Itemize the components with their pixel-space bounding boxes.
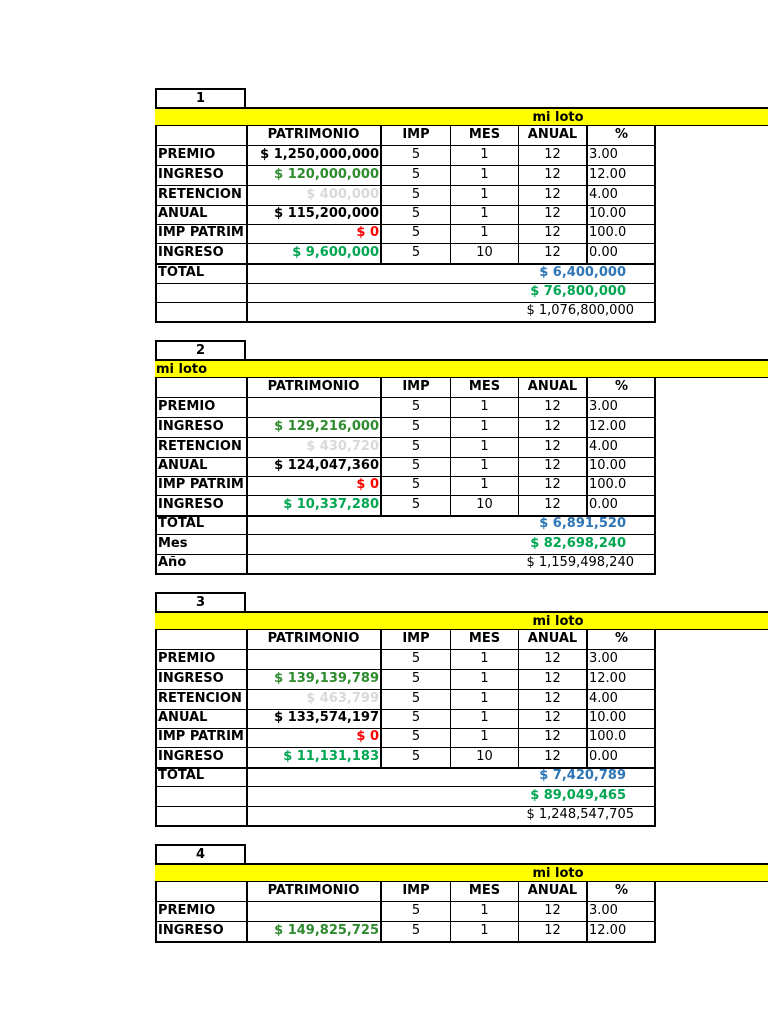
row-anual: 12: [519, 166, 588, 185]
header-row: [155, 882, 656, 902]
row-anual: 12: [519, 398, 588, 417]
row-imp: 5: [382, 902, 451, 921]
row-label: INGRESO: [155, 418, 248, 437]
header-anual: ANUAL: [519, 378, 588, 397]
total-label: TOTAL: [155, 264, 248, 283]
table-row: [155, 728, 656, 748]
total-row: [155, 515, 656, 535]
block-number: 3: [155, 592, 246, 612]
row-pct: 4.00: [588, 186, 656, 205]
header-anual: ANUAL: [519, 882, 588, 901]
table-row: [155, 902, 656, 922]
row-pct: 3.00: [588, 650, 656, 669]
row-mes: 10: [451, 496, 519, 515]
row-label: ANUAL: [155, 205, 248, 224]
row-label: PREMIO: [155, 146, 248, 165]
total-value: $ 6,891,520: [248, 515, 656, 534]
header-pct: %: [588, 882, 656, 901]
row-anual: 12: [519, 205, 588, 224]
row-label: PREMIO: [155, 902, 248, 921]
row-value: $ 11,131,183: [248, 748, 382, 767]
row-imp: 5: [382, 186, 451, 205]
row-imp: 5: [382, 709, 451, 728]
header-imp: IMP: [382, 378, 451, 397]
row-value: $ 9,600,000: [248, 244, 382, 263]
header-anual: ANUAL: [519, 630, 588, 649]
row-anual: 12: [519, 902, 588, 921]
mes-row: [155, 535, 656, 555]
row-value: $ 430,720: [248, 438, 382, 457]
row-pct: 12.00: [588, 922, 656, 941]
table-row: [155, 690, 656, 710]
table-row: [155, 457, 656, 477]
total-row: [155, 264, 656, 284]
total-value: $ 6,400,000: [248, 264, 656, 283]
row-anual: 12: [519, 650, 588, 669]
table-row: [155, 244, 656, 265]
row-value: $ 115,200,000: [248, 205, 382, 224]
mes-value: $ 89,049,465: [248, 787, 656, 806]
row-imp: 5: [382, 166, 451, 185]
table-row: [155, 709, 656, 729]
row-imp: 5: [382, 650, 451, 669]
ano-value: $ 1,248,547,705: [248, 806, 656, 825]
row-label: INGRESO: [155, 244, 248, 263]
row-mes: 10: [451, 748, 519, 767]
row-imp: 5: [382, 205, 451, 224]
row-label: IMP PATRIM: [155, 224, 248, 243]
row-mes: 1: [451, 205, 519, 224]
header-row: [155, 126, 656, 146]
row-imp: 5: [382, 922, 451, 941]
row-pct: 12.00: [588, 166, 656, 185]
table-row: [155, 146, 656, 166]
header-patrimonio: PATRIMONIO: [248, 882, 382, 901]
header-label: [155, 378, 248, 397]
mes-value: $ 82,698,240: [248, 535, 656, 554]
row-mes: 1: [451, 418, 519, 437]
ano-row: [155, 302, 656, 323]
banner-title: mi loto: [156, 362, 208, 377]
banner: [155, 359, 768, 378]
banner: [155, 611, 768, 630]
row-imp: 5: [382, 457, 451, 476]
header-row: [155, 378, 656, 398]
header-pct: %: [588, 630, 656, 649]
header-mes: MES: [451, 126, 519, 145]
row-mes: 1: [451, 476, 519, 495]
banner-title: mi loto: [532, 110, 584, 125]
table-row: [155, 224, 656, 244]
row-anual: 12: [519, 922, 588, 941]
row-pct: 0.00: [588, 244, 656, 263]
row-anual: 12: [519, 748, 588, 767]
header-mes: MES: [451, 882, 519, 901]
ano-label: [155, 806, 248, 825]
row-mes: 1: [451, 690, 519, 709]
table-row: [155, 650, 656, 670]
row-imp: 5: [382, 748, 451, 767]
row-anual: 12: [519, 709, 588, 728]
ano-value: $ 1,159,498,240: [248, 554, 656, 573]
row-label: PREMIO: [155, 650, 248, 669]
row-value: $ 400,000: [248, 186, 382, 205]
row-pct: 4.00: [588, 690, 656, 709]
row-imp: 5: [382, 398, 451, 417]
total-row: [155, 767, 656, 787]
row-value: $ 139,139,789: [248, 670, 382, 689]
header-label: [155, 630, 248, 649]
row-mes: 1: [451, 650, 519, 669]
row-pct: 3.00: [588, 902, 656, 921]
table-row: [155, 670, 656, 690]
row-label: INGRESO: [155, 922, 248, 941]
row-mes: 1: [451, 902, 519, 921]
row-label: IMP PATRIM: [155, 476, 248, 495]
row-label: RETENCION: [155, 438, 248, 457]
header-pct: %: [588, 126, 656, 145]
mes-label: [155, 787, 248, 806]
row-anual: 12: [519, 418, 588, 437]
row-imp: 5: [382, 690, 451, 709]
row-anual: 12: [519, 146, 588, 165]
row-pct: 100.0: [588, 728, 656, 747]
header-row: [155, 630, 656, 650]
header-pct: %: [588, 378, 656, 397]
block-number: 1: [155, 88, 246, 108]
row-mes: 1: [451, 728, 519, 747]
row-anual: 12: [519, 224, 588, 243]
banner-title: mi loto: [532, 614, 584, 629]
row-value: $ 133,574,197: [248, 709, 382, 728]
row-label: ANUAL: [155, 709, 248, 728]
row-imp: 5: [382, 146, 451, 165]
row-anual: 12: [519, 476, 588, 495]
row-value: [248, 650, 382, 669]
header-imp: IMP: [382, 126, 451, 145]
row-imp: 5: [382, 438, 451, 457]
total-label: TOTAL: [155, 515, 248, 534]
row-value: $ 10,337,280: [248, 496, 382, 515]
row-label: RETENCION: [155, 186, 248, 205]
banner: [155, 863, 768, 882]
row-value: $ 0: [248, 476, 382, 495]
row-label: IMP PATRIM: [155, 728, 248, 747]
ano-row: [155, 806, 656, 827]
row-value: [248, 902, 382, 921]
row-anual: 12: [519, 496, 588, 515]
header-patrimonio: PATRIMONIO: [248, 378, 382, 397]
header-label: [155, 126, 248, 145]
row-value: $ 124,047,360: [248, 457, 382, 476]
row-mes: 1: [451, 438, 519, 457]
ano-label: Año: [155, 554, 248, 573]
table-row: [155, 476, 656, 496]
row-imp: 5: [382, 418, 451, 437]
header-mes: MES: [451, 378, 519, 397]
table-row: [155, 186, 656, 206]
row-value: [248, 398, 382, 417]
row-pct: 10.00: [588, 709, 656, 728]
row-mes: 1: [451, 709, 519, 728]
row-label: INGRESO: [155, 496, 248, 515]
row-label: RETENCION: [155, 690, 248, 709]
block-number: 2: [155, 340, 246, 360]
row-anual: 12: [519, 438, 588, 457]
mes-row: [155, 787, 656, 807]
row-value: $ 463,799: [248, 690, 382, 709]
row-imp: 5: [382, 224, 451, 243]
row-pct: 12.00: [588, 670, 656, 689]
header-mes: MES: [451, 630, 519, 649]
row-pct: 4.00: [588, 438, 656, 457]
row-mes: 1: [451, 398, 519, 417]
row-imp: 5: [382, 496, 451, 515]
row-label: PREMIO: [155, 398, 248, 417]
row-anual: 12: [519, 244, 588, 263]
row-pct: 12.00: [588, 418, 656, 437]
row-mes: 1: [451, 922, 519, 941]
row-pct: 3.00: [588, 146, 656, 165]
row-value: $ 129,216,000: [248, 418, 382, 437]
table-row: [155, 205, 656, 225]
banner: [155, 107, 768, 126]
row-pct: 0.00: [588, 748, 656, 767]
row-pct: 10.00: [588, 205, 656, 224]
row-anual: 12: [519, 670, 588, 689]
row-mes: 1: [451, 224, 519, 243]
banner-title: mi loto: [532, 866, 584, 881]
row-pct: 3.00: [588, 398, 656, 417]
ano-label: [155, 302, 248, 321]
row-anual: 12: [519, 457, 588, 476]
mes-value: $ 76,800,000: [248, 283, 656, 302]
row-value: $ 120,000,000: [248, 166, 382, 185]
header-label: [155, 882, 248, 901]
total-value: $ 7,420,789: [248, 767, 656, 786]
row-mes: 1: [451, 670, 519, 689]
row-value: $ 0: [248, 224, 382, 243]
table-row: [155, 166, 656, 186]
row-anual: 12: [519, 186, 588, 205]
ano-row: [155, 554, 656, 575]
row-anual: 12: [519, 728, 588, 747]
row-value: $ 149,825,725: [248, 922, 382, 941]
row-anual: 12: [519, 690, 588, 709]
row-mes: 1: [451, 457, 519, 476]
block-number: 4: [155, 844, 246, 864]
row-value: $ 1,250,000,000: [248, 146, 382, 165]
header-patrimonio: PATRIMONIO: [248, 126, 382, 145]
row-mes: 1: [451, 166, 519, 185]
row-label: INGRESO: [155, 166, 248, 185]
mes-label: Mes: [155, 535, 248, 554]
row-imp: 5: [382, 476, 451, 495]
row-label: ANUAL: [155, 457, 248, 476]
table-row: [155, 398, 656, 418]
row-pct: 0.00: [588, 496, 656, 515]
row-imp: 5: [382, 728, 451, 747]
row-imp: 5: [382, 244, 451, 263]
ano-value: $ 1,076,800,000: [248, 302, 656, 321]
header-patrimonio: PATRIMONIO: [248, 630, 382, 649]
row-mes: 1: [451, 146, 519, 165]
table-row: [155, 922, 656, 943]
header-anual: ANUAL: [519, 126, 588, 145]
mes-label: [155, 283, 248, 302]
row-pct: 100.0: [588, 476, 656, 495]
row-label: INGRESO: [155, 748, 248, 767]
row-imp: 5: [382, 670, 451, 689]
header-imp: IMP: [382, 630, 451, 649]
row-pct: 100.0: [588, 224, 656, 243]
table-row: [155, 418, 656, 438]
row-value: $ 0: [248, 728, 382, 747]
row-mes: 10: [451, 244, 519, 263]
table-row: [155, 438, 656, 458]
mes-row: [155, 283, 656, 303]
row-pct: 10.00: [588, 457, 656, 476]
row-label: INGRESO: [155, 670, 248, 689]
row-mes: 1: [451, 186, 519, 205]
total-label: TOTAL: [155, 767, 248, 786]
header-imp: IMP: [382, 882, 451, 901]
